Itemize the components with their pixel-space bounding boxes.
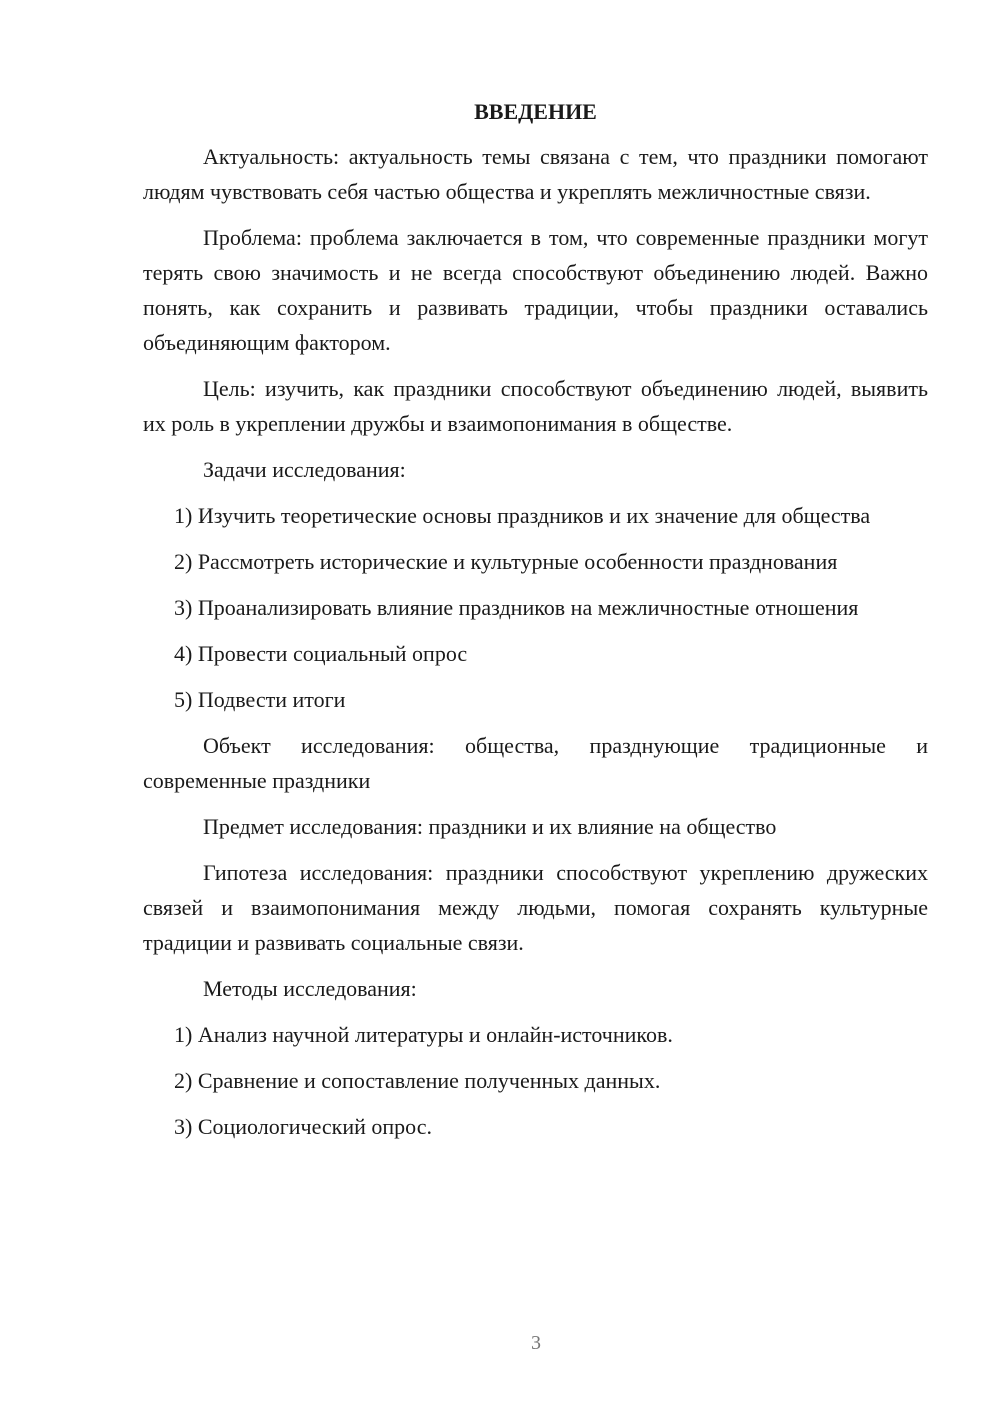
task-item: 5) Подвести итоги	[174, 687, 346, 712]
object-paragraph: Объект исследования: общества, празднующие традиционные и современные праздники	[143, 733, 928, 793]
page-content	[143, 94, 928, 1155]
goal-paragraph: Цель: изучить, как праздники способствуют объединению людей, выявить их роль в укреплении дружбы и взаимопонимания в обществе.	[143, 376, 928, 436]
task-item: 2) Рассмотреть исторические и культурные особенности празднования	[174, 549, 838, 574]
problem-paragraph: Проблема: проблема заключается в том, что современные праздники могут терять свою значимость и не всегда способствуют объединению людей. Важно понять, как сохранить и развивать традиции, чтобы праздники оставались объединяющим фактором.	[143, 225, 928, 355]
tasks-heading: Задачи исследования:	[203, 457, 406, 482]
method-item: 1) Анализ научной литературы и онлайн-источников.	[174, 1022, 673, 1047]
task-item: 4) Провести социальный опрос	[174, 641, 468, 666]
method-item: 3) Социологический опрос.	[174, 1114, 432, 1139]
page-title: ВВЕДЕНИЕ	[474, 99, 597, 124]
page-number: 3	[531, 1332, 541, 1354]
method-item: 2) Сравнение и сопоставление полученных данных.	[174, 1068, 661, 1093]
subject-paragraph: Предмет исследования: праздники и их влияние на общество	[203, 814, 777, 839]
relevance-paragraph: Актуальность: актуальность темы связана с тем, что праздники помогают людям чувствовать себя частью общества и укреплять межличностные связи.	[143, 144, 928, 204]
hypothesis-paragraph: Гипотеза исследования: праздники способствуют укреплению дружеских связей и взаимопонимания между людьми, помогая сохранять культурные традиции и развивать социальные связи.	[143, 860, 928, 955]
methods-heading: Методы исследования:	[203, 976, 417, 1001]
task-item: 3) Проанализировать влияние праздников на межличностные отношения	[174, 595, 859, 620]
task-item: 1) Изучить теоретические основы праздников и их значение для общества	[174, 503, 871, 528]
